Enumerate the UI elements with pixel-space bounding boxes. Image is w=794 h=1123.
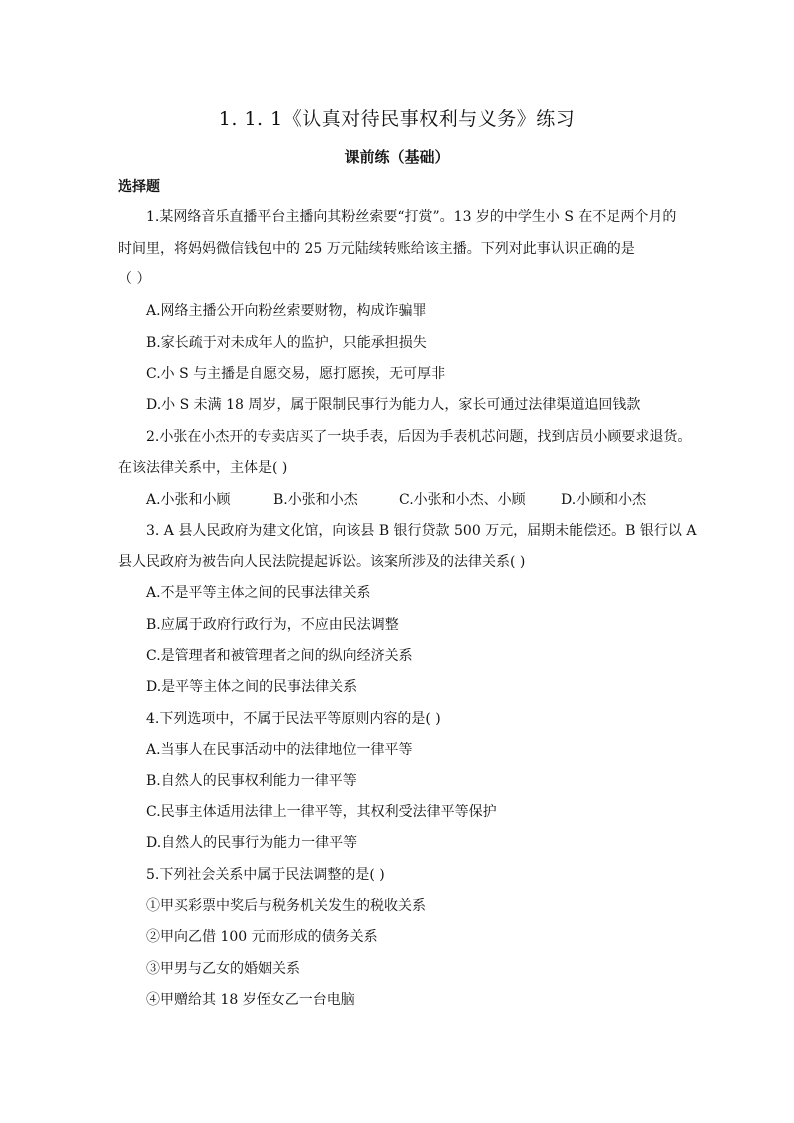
question-text-line: 1.某网络音乐直播平台主播向其粉丝索要“打赏”。13 岁的中学生小 S 在不足两个月的 — [146, 209, 677, 225]
option-b: B.自然人的民事权利能力一律平等 — [146, 773, 357, 789]
option-c: C.小张和小杰、小顾 — [399, 492, 526, 508]
question-text-line: 县人民政府为被告向人民法院提起诉讼。该案所涉及的法律关系( ) — [118, 554, 526, 570]
option-d: D.小 S 未满 18 周岁，属于限制民事行为能力人，家长可通过法律渠道追回钱款 — [146, 397, 641, 413]
page-title: 1. 1. 1《认真对待民事权利与义务》练习 — [218, 108, 576, 130]
option-a: A.网络主播公开向粉丝索要财物，构成诈骗罪 — [146, 303, 427, 319]
option-c: C.是管理者和被管理者之间的纵向经济关系 — [146, 648, 413, 664]
question-text-line: 4.下列选项中，不属于民法平等原则内容的是( ) — [146, 711, 441, 727]
option-d: D.自然人的民事行为能力一律平等 — [146, 835, 358, 851]
option-a: A.不是平等主体之间的民事法律关系 — [146, 585, 371, 601]
option-d: D.是平等主体之间的民事法律关系 — [146, 679, 358, 695]
statement-3: ③甲男与乙女的婚姻关系 — [146, 961, 300, 977]
option-c: C.小 S 与主播是自愿交易，愿打愿挨，无可厚非 — [146, 366, 446, 382]
option-a: A.当事人在民事活动中的法律地位一律平等 — [146, 742, 413, 758]
option-d: D.小顾和小杰 — [561, 492, 647, 508]
option-b: B.家长疏于对未成年人的监护，只能承担损失 — [146, 335, 427, 351]
question-text-line: 时间里，将妈妈微信钱包中的 25 万元陆续转账给该主播。下列对此事认识正确的是 — [118, 241, 635, 257]
statement-1: ①甲买彩票中奖后与税务机关发生的税收关系 — [146, 898, 426, 914]
option-b: B.小张和小杰 — [273, 492, 358, 508]
page-subtitle: 课前练（基础） — [344, 148, 450, 166]
option-c: C.民事主体适用法律上一律平等，其权利受法律平等保护 — [146, 804, 497, 820]
answer-blank: （ ） — [118, 271, 151, 287]
question-text-line: 在该法律关系中，主体是( ) — [118, 460, 288, 476]
question-text-line: 3. A 县人民政府为建文化馆，向该县 B 银行贷款 500 万元，届期未能偿还。B 银行以 A — [146, 523, 697, 539]
question-text-line: 2.小张在小杰开的专卖店买了一块手表，后因为手表机芯问题，找到店员小顾要求退货。 — [146, 429, 692, 445]
section-heading: 选择题 — [118, 179, 160, 195]
statement-2: ②甲向乙借 100 元而形成的债务关系 — [146, 929, 378, 945]
option-b: B.应属于政府行政行为，不应由民法调整 — [146, 617, 399, 633]
option-a: A.小张和小顾 — [146, 492, 231, 508]
question-text-line: 5.下列社会关系中属于民法调整的是( ) — [146, 867, 385, 883]
statement-4: ④甲赠给其 18 岁侄女乙一台电脑 — [146, 992, 355, 1008]
options-row — [146, 489, 646, 509]
